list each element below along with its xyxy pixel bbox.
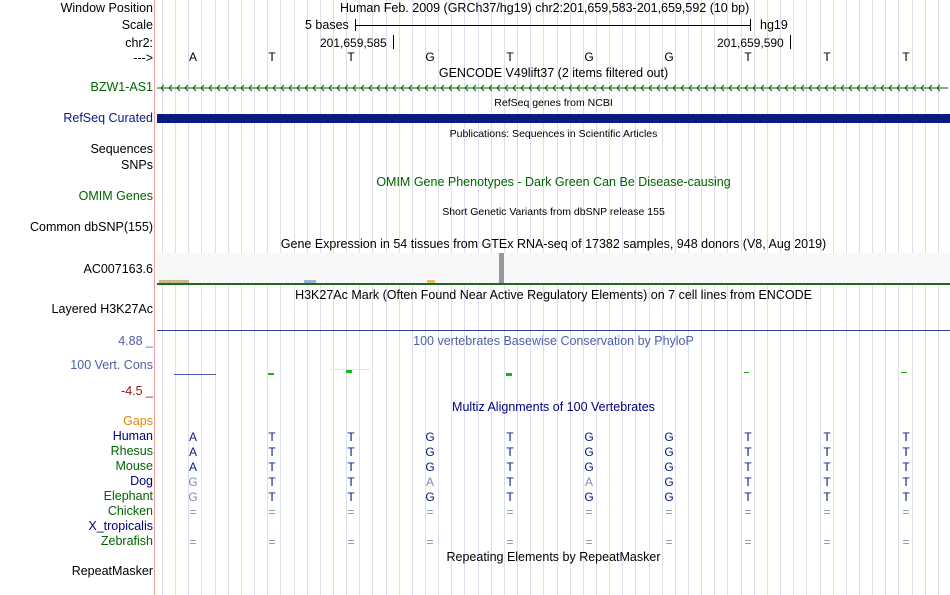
- phylop-signal-5: [744, 372, 749, 373]
- assembly-label: hg19: [760, 18, 788, 32]
- gencode-gene-label[interactable]: BZW1-AS1: [90, 80, 153, 94]
- alignment-base: =: [506, 535, 514, 549]
- strand-label: --->: [133, 51, 153, 65]
- position-right: 201,659,590: [717, 36, 784, 50]
- alignment-base: =: [347, 505, 355, 519]
- alignment-base: G: [425, 445, 435, 459]
- multiz-gaps-label[interactable]: Gaps: [123, 414, 153, 428]
- chrom-label: chr2:: [125, 36, 153, 50]
- phylop-signal-2: [268, 373, 274, 375]
- ruler-base: A: [188, 50, 197, 64]
- alignment-base: T: [268, 475, 276, 489]
- alignment-base: T: [823, 430, 831, 444]
- alignment-base: T: [744, 460, 752, 474]
- alignment-base: =: [665, 505, 673, 519]
- alignment-base: G: [188, 475, 198, 489]
- refseq-gene-bar[interactable]: [157, 114, 950, 123]
- phylop-min-label: -4.5 _: [121, 384, 153, 398]
- alignment-base: G: [584, 430, 594, 444]
- alignment-base: G: [188, 490, 198, 504]
- phylop-signal-1: [174, 374, 216, 375]
- omim-track-label[interactable]: OMIM Genes: [78, 189, 153, 203]
- alignment-base: G: [425, 430, 435, 444]
- alignment-base: G: [664, 490, 674, 504]
- h3k27ac-baseline: [157, 330, 950, 331]
- gencode-gene-feature[interactable]: [155, 81, 950, 95]
- alignment-base: T: [744, 490, 752, 504]
- alignment-base: T: [902, 430, 910, 444]
- alignment-base: G: [584, 445, 594, 459]
- gtex-baseline: [157, 283, 950, 285]
- gtex-gene-label[interactable]: AC007163.6: [83, 262, 153, 276]
- alignment-base: A: [188, 445, 197, 459]
- alignment-base: T: [823, 490, 831, 504]
- alignment-base: A: [188, 460, 197, 474]
- scale-bar: [355, 25, 751, 26]
- ruler-base: G: [584, 50, 594, 64]
- phylop-signal-3: [346, 370, 352, 373]
- alignment-base: T: [506, 460, 514, 474]
- alignment-base: T: [744, 445, 752, 459]
- alignment-base: =: [585, 505, 593, 519]
- multiz-track-title[interactable]: Multiz Alignments of 100 Vertebrates: [452, 400, 655, 414]
- alignment-base: T: [506, 445, 514, 459]
- alignment-base: G: [664, 460, 674, 474]
- position-left-tick: [393, 35, 394, 49]
- h3k27ac-track-label[interactable]: Layered H3K27Ac: [51, 302, 153, 316]
- alignment-base: T: [268, 490, 276, 504]
- repeatmasker-track-title[interactable]: Repeating Elements by RepeatMasker: [446, 550, 661, 564]
- alignment-base: =: [426, 505, 434, 519]
- repeatmasker-track-label[interactable]: RepeatMasker: [71, 564, 153, 578]
- ruler-base: T: [506, 50, 514, 64]
- alignment-base: T: [823, 475, 831, 489]
- refseq-track-label[interactable]: RefSeq Curated: [63, 111, 153, 125]
- snps-label[interactable]: SNPs: [121, 158, 153, 172]
- phylop-track-title[interactable]: 100 vertebrates Basewise Conservation by PhyloP: [413, 334, 694, 348]
- alignment-base: =: [902, 505, 910, 519]
- species-label[interactable]: Rhesus: [110, 444, 153, 458]
- phylop-signal-3-halo: [330, 369, 370, 370]
- alignment-base: G: [664, 475, 674, 489]
- alignment-base: T: [347, 475, 355, 489]
- alignment-base: =: [189, 535, 197, 549]
- publications-track-title[interactable]: Publications: Sequences in Scientific Articles: [449, 128, 658, 140]
- phylop-signal-6: [901, 372, 907, 373]
- species-label[interactable]: Chicken: [107, 504, 153, 518]
- alignment-base: =: [823, 505, 831, 519]
- alignment-base: =: [347, 535, 355, 549]
- alignment-base: T: [347, 445, 355, 459]
- ruler-base: T: [823, 50, 831, 64]
- alignment-base: =: [665, 535, 673, 549]
- phylop-signal-4: [506, 373, 512, 376]
- dbsnp-track-label[interactable]: Common dbSNP(155): [30, 220, 153, 234]
- alignment-base: G: [664, 445, 674, 459]
- scale-bar-right-cap: [750, 19, 751, 31]
- omim-track-title[interactable]: OMIM Gene Phenotypes - Dark Green Can Be Disease-causing: [376, 175, 731, 189]
- alignment-base: T: [268, 430, 276, 444]
- alignment-base: T: [506, 475, 514, 489]
- alignment-base: =: [506, 505, 514, 519]
- species-label[interactable]: X_tropicalis: [88, 519, 153, 533]
- alignment-base: T: [902, 460, 910, 474]
- alignment-base: T: [347, 490, 355, 504]
- alignment-base: =: [823, 535, 831, 549]
- alignment-base: =: [268, 535, 276, 549]
- ruler-base: T: [347, 50, 355, 64]
- alignment-base: A: [425, 475, 434, 489]
- alignment-base: T: [902, 475, 910, 489]
- alignment-base: T: [902, 445, 910, 459]
- species-label[interactable]: Elephant: [103, 489, 153, 503]
- alignment-base: T: [823, 460, 831, 474]
- dbsnp-track-title[interactable]: Short Genetic Variants from dbSNP release 155: [442, 206, 665, 218]
- position-right-tick: [790, 35, 791, 49]
- species-label[interactable]: Mouse: [115, 459, 153, 473]
- scale-value: 5 bases: [305, 18, 349, 32]
- gtex-tissue-bar[interactable]: [499, 253, 504, 283]
- alignment-base: T: [506, 490, 514, 504]
- alignment-base: =: [744, 505, 752, 519]
- phylop-track-label[interactable]: 100 Vert. Cons: [70, 358, 153, 372]
- alignment-base: T: [347, 430, 355, 444]
- alignment-base: G: [584, 460, 594, 474]
- alignment-base: =: [585, 535, 593, 549]
- alignment-base: T: [268, 445, 276, 459]
- alignment-base: A: [584, 475, 593, 489]
- gencode-track-title[interactable]: GENCODE V49lift37 (2 items filtered out): [438, 66, 669, 80]
- species-label[interactable]: Human: [112, 429, 153, 443]
- ruler-base: G: [664, 50, 674, 64]
- scale-label: Scale: [121, 18, 153, 32]
- alignment-base: T: [268, 460, 276, 474]
- gtex-track-title[interactable]: Gene Expression in 54 tissues from GTEx RNA-seq of 17382 samples, 948 donors (V8, Aug 2019): [280, 237, 827, 251]
- alignment-base: =: [426, 535, 434, 549]
- alignment-base: G: [664, 430, 674, 444]
- ruler-base: T: [744, 50, 752, 64]
- alignment-base: G: [425, 460, 435, 474]
- alignment-base: =: [744, 535, 752, 549]
- refseq-track-title[interactable]: RefSeq genes from NCBI: [494, 97, 613, 109]
- alignment-base: G: [584, 490, 594, 504]
- alignment-base: T: [744, 430, 752, 444]
- alignment-base: T: [823, 445, 831, 459]
- gtex-track-area[interactable]: [157, 253, 950, 283]
- alignment-base: A: [188, 430, 197, 444]
- ruler-base: T: [902, 50, 910, 64]
- h3k27ac-track-title[interactable]: H3K27Ac Mark (Often Found Near Active Regulatory Elements) on 7 cell lines from ENCODE: [295, 288, 812, 302]
- sequences-label[interactable]: Sequences: [90, 142, 153, 156]
- ruler-base: T: [268, 50, 276, 64]
- position-left: 201,659,585: [320, 36, 387, 50]
- alignment-base: T: [347, 460, 355, 474]
- alignment-base: =: [902, 535, 910, 549]
- alignment-base: =: [189, 505, 197, 519]
- alignment-base: T: [902, 490, 910, 504]
- species-label[interactable]: Dog: [130, 474, 153, 488]
- ruler-base: G: [425, 50, 435, 64]
- alignment-base: T: [744, 475, 752, 489]
- alignment-base: G: [425, 490, 435, 504]
- window-position-label: Window Position: [60, 1, 153, 15]
- phylop-max-label: 4.88 _: [118, 334, 153, 348]
- alignment-base: T: [506, 430, 514, 444]
- alignment-base: =: [268, 505, 276, 519]
- window-position-value: Human Feb. 2009 (GRCh37/hg19) chr2:201,659,583-201,659,592 (10 bp): [340, 1, 750, 15]
- species-label[interactable]: Zebrafish: [100, 534, 153, 548]
